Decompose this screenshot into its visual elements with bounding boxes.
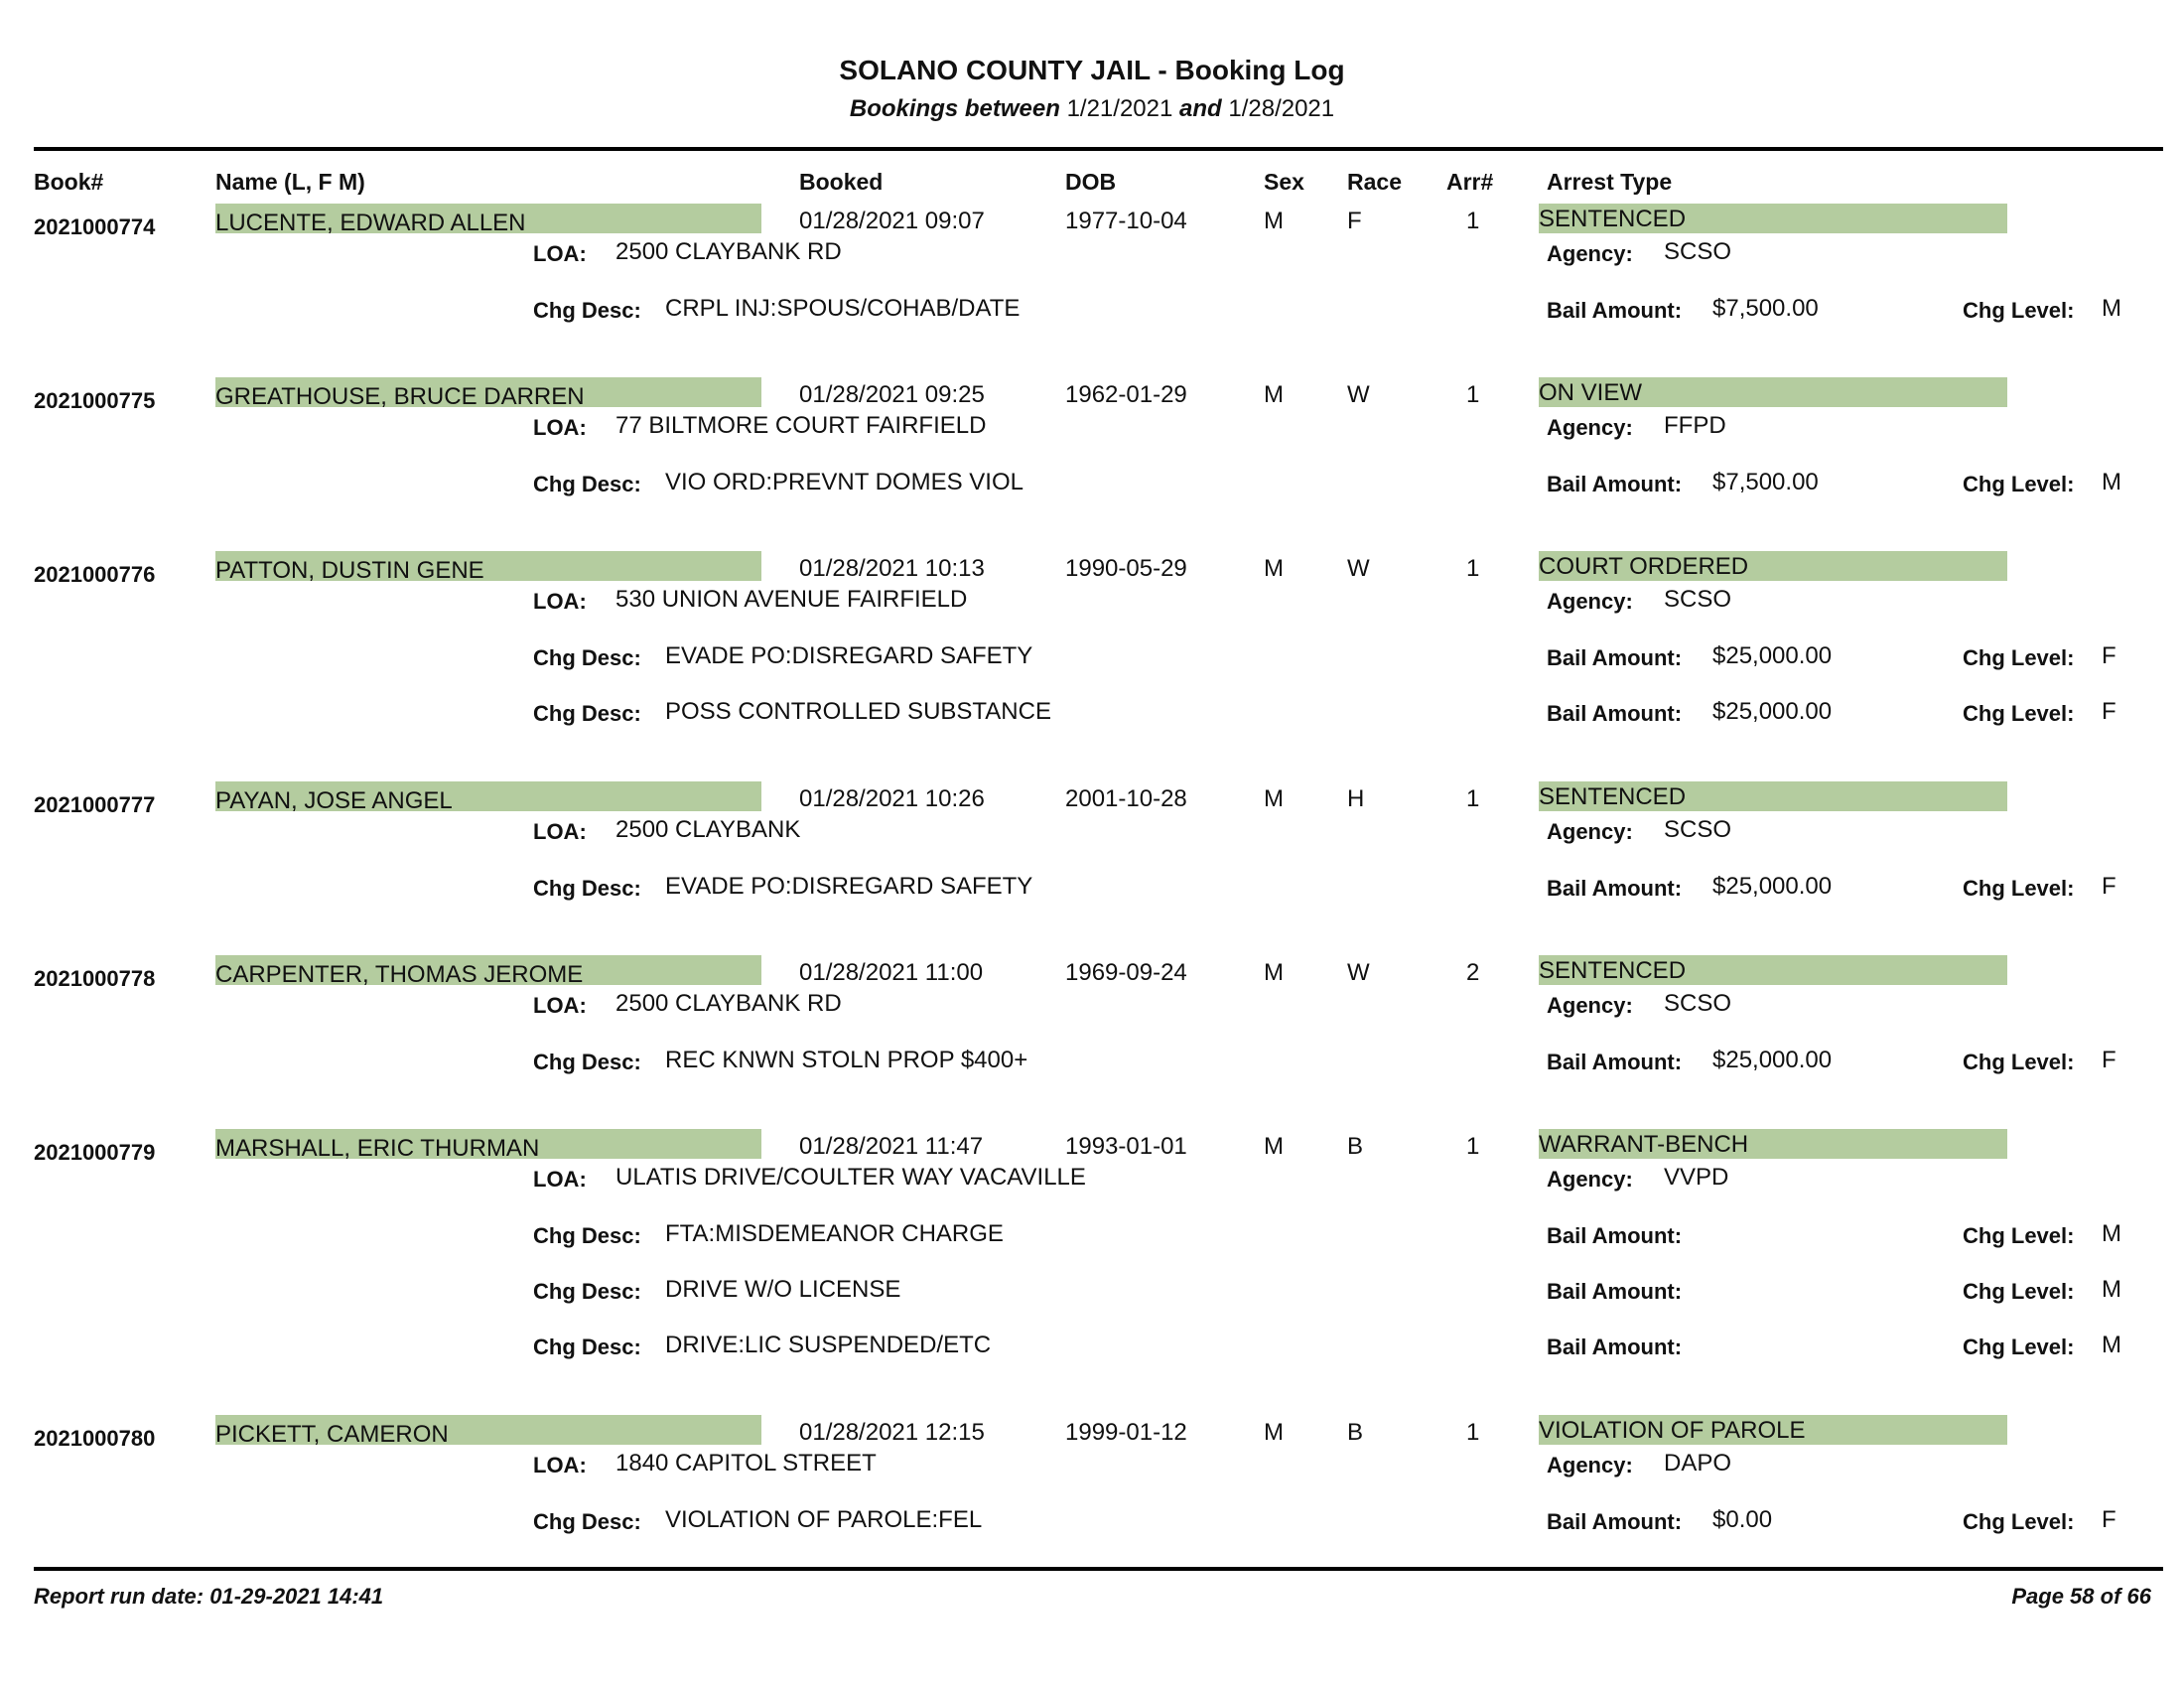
chg-desc-value: FTA:MISDEMEANOR CHARGE xyxy=(665,1220,1004,1247)
sex: M xyxy=(1264,208,1284,234)
sex: M xyxy=(1264,381,1284,408)
chg-desc-value: EVADE PO:DISREGARD SAFETY xyxy=(665,642,1033,669)
chg-level-label: Chg Level: xyxy=(1963,876,2075,901)
agency-label: Agency: xyxy=(1547,1453,1633,1477)
chg-level-label: Chg Level: xyxy=(1963,701,2075,726)
chg-level-value: M xyxy=(2102,1332,2121,1358)
bail-amount-label: Bail Amount: xyxy=(1547,876,1683,901)
arrest-type: ON VIEW xyxy=(1539,379,1643,406)
col-header-arr: Arr# xyxy=(1446,169,1494,195)
agency-value: SCSO xyxy=(1664,586,1732,613)
book-number: 2021000775 xyxy=(34,388,156,413)
chg-desc-label: Chg Desc: xyxy=(533,472,641,496)
chg-level-value: F xyxy=(2102,873,2116,900)
report-subtitle xyxy=(0,95,2184,123)
dob: 2001-10-28 xyxy=(1065,785,1187,812)
booked-datetime: 01/28/2021 09:07 xyxy=(799,208,985,234)
booked-datetime: 01/28/2021 10:26 xyxy=(799,785,985,812)
bail-amount-value: $25,000.00 xyxy=(1712,1047,1833,1073)
chg-desc-label: Chg Desc: xyxy=(533,1050,641,1074)
bail-amount-value: $25,000.00 xyxy=(1712,642,1833,669)
booked-datetime: 01/28/2021 11:47 xyxy=(799,1133,984,1160)
bail-amount-label: Bail Amount: xyxy=(1547,645,1683,670)
bail-amount-value: $25,000.00 xyxy=(1712,698,1833,725)
dob: 1999-01-12 xyxy=(1065,1419,1187,1446)
agency-label: Agency: xyxy=(1547,993,1633,1018)
loa-label: LOA: xyxy=(533,589,587,614)
inmate-name: MARSHALL, ERIC THURMAN xyxy=(215,1135,540,1162)
agency-value: DAPO xyxy=(1664,1450,1732,1477)
bail-amount-label: Bail Amount: xyxy=(1547,1050,1683,1074)
race: B xyxy=(1347,1419,1364,1446)
col-header-dob: DOB xyxy=(1065,169,1117,195)
sex: M xyxy=(1264,959,1284,986)
subtitle-and: and xyxy=(1179,95,1222,122)
arrest-type: SENTENCED xyxy=(1539,957,1687,984)
book-number: 2021000780 xyxy=(34,1426,156,1451)
chg-desc-value: EVADE PO:DISREGARD SAFETY xyxy=(665,873,1033,900)
bail-amount-value: $0.00 xyxy=(1712,1506,1773,1533)
report-title: SOLANO COUNTY JAIL - Booking Log xyxy=(839,55,1345,85)
loa-label: LOA: xyxy=(533,415,587,440)
race: W xyxy=(1347,959,1370,986)
bail-amount-label: Bail Amount: xyxy=(1547,472,1683,496)
col-header-name: Name (L, F M) xyxy=(215,169,365,195)
chg-level-label: Chg Level: xyxy=(1963,1335,2075,1359)
loa-value: 530 UNION AVENUE FAIRFIELD xyxy=(615,586,968,613)
booked-datetime: 01/28/2021 10:13 xyxy=(799,555,985,582)
bail-amount-label: Bail Amount: xyxy=(1547,1509,1683,1534)
bail-amount-value: $7,500.00 xyxy=(1712,295,1819,322)
agency-label: Agency: xyxy=(1547,589,1633,614)
book-number: 2021000776 xyxy=(34,562,156,587)
loa-value: 77 BILTMORE COURT FAIRFIELD xyxy=(615,412,987,439)
chg-level-label: Chg Level: xyxy=(1963,472,2075,496)
loa-value: 1840 CAPITOL STREET xyxy=(615,1450,877,1477)
sex: M xyxy=(1264,1133,1284,1160)
arrest-count: 2 xyxy=(1466,959,1480,986)
loa-value: ULATIS DRIVE/COULTER WAY VACAVILLE xyxy=(615,1164,1086,1191)
agency-value: FFPD xyxy=(1664,412,1726,439)
inmate-name: LUCENTE, EDWARD ALLEN xyxy=(215,210,526,236)
chg-level-label: Chg Level: xyxy=(1963,1279,2075,1304)
agency-label: Agency: xyxy=(1547,241,1633,266)
race: B xyxy=(1347,1133,1364,1160)
chg-level-value: M xyxy=(2102,295,2121,322)
chg-desc-label: Chg Desc: xyxy=(533,701,641,726)
chg-level-value: F xyxy=(2102,698,2116,725)
arrest-type: SENTENCED xyxy=(1539,206,1687,232)
arrest-count: 1 xyxy=(1466,381,1480,408)
col-header-book: Book# xyxy=(34,169,104,195)
loa-label: LOA: xyxy=(533,819,587,844)
chg-desc-value: DRIVE W/O LICENSE xyxy=(665,1276,901,1303)
end-date: 1/28/2021 xyxy=(1228,95,1335,122)
start-date: 1/21/2021 xyxy=(1066,95,1173,122)
loa-value: 2500 CLAYBANK xyxy=(615,816,801,843)
race: W xyxy=(1347,381,1370,408)
arrest-count: 1 xyxy=(1466,555,1480,582)
sex: M xyxy=(1264,785,1284,812)
booked-datetime: 01/28/2021 12:15 xyxy=(799,1419,985,1446)
chg-desc-label: Chg Desc: xyxy=(533,1279,641,1304)
arrest-count: 1 xyxy=(1466,1133,1480,1160)
bail-amount-label: Bail Amount: xyxy=(1547,701,1683,726)
chg-desc-label: Chg Desc: xyxy=(533,645,641,670)
bail-amount-value: $25,000.00 xyxy=(1712,873,1833,900)
chg-desc-label: Chg Desc: xyxy=(533,1223,641,1248)
chg-desc-value: REC KNWN STOLN PROP $400+ xyxy=(665,1047,1028,1073)
chg-level-label: Chg Level: xyxy=(1963,1223,2075,1248)
chg-desc-label: Chg Desc: xyxy=(533,876,641,901)
arrest-count: 1 xyxy=(1466,1419,1480,1446)
chg-desc-value: VIO ORD:PREVNT DOMES VIOL xyxy=(665,469,1024,495)
arrest-count: 1 xyxy=(1466,785,1480,812)
dob: 1977-10-04 xyxy=(1065,208,1187,234)
chg-desc-label: Chg Desc: xyxy=(533,1335,641,1359)
loa-label: LOA: xyxy=(533,241,587,266)
dob: 1969-09-24 xyxy=(1065,959,1187,986)
agency-label: Agency: xyxy=(1547,819,1633,844)
col-header-booked: Booked xyxy=(799,169,884,195)
inmate-name: PAYAN, JOSE ANGEL xyxy=(215,787,453,814)
col-header-sex: Sex xyxy=(1264,169,1304,195)
agency-value: VVPD xyxy=(1664,1164,1729,1191)
arrest-count: 1 xyxy=(1466,208,1480,234)
agency-label: Agency: xyxy=(1547,1167,1633,1192)
booked-datetime: 01/28/2021 11:00 xyxy=(799,959,984,986)
loa-label: LOA: xyxy=(533,1453,587,1477)
chg-desc-label: Chg Desc: xyxy=(533,298,641,323)
booked-datetime: 01/28/2021 09:25 xyxy=(799,381,985,408)
col-header-race: Race xyxy=(1347,169,1402,195)
bail-amount-label: Bail Amount: xyxy=(1547,298,1683,323)
arrest-type: VIOLATION OF PAROLE xyxy=(1539,1417,1806,1444)
agency-value: SCSO xyxy=(1664,990,1732,1017)
inmate-name: PATTON, DUSTIN GENE xyxy=(215,557,484,584)
race: W xyxy=(1347,555,1370,582)
dob: 1993-01-01 xyxy=(1065,1133,1187,1160)
race: H xyxy=(1347,785,1365,812)
book-number: 2021000779 xyxy=(34,1140,156,1165)
page-number: Page 58 of 66 xyxy=(2011,1584,2151,1609)
sex: M xyxy=(1264,1419,1284,1446)
book-number: 2021000777 xyxy=(34,792,156,817)
chg-level-value: M xyxy=(2102,1276,2121,1303)
chg-level-value: M xyxy=(2102,1220,2121,1247)
agency-value: SCSO xyxy=(1664,238,1732,265)
chg-desc-label: Chg Desc: xyxy=(533,1509,641,1534)
chg-level-label: Chg Level: xyxy=(1963,1050,2075,1074)
dob: 1962-01-29 xyxy=(1065,381,1187,408)
book-number: 2021000774 xyxy=(34,214,156,239)
inmate-name: GREATHOUSE, BRUCE DARREN xyxy=(215,383,585,410)
sex: M xyxy=(1264,555,1284,582)
inmate-name: CARPENTER, THOMAS JEROME xyxy=(215,961,584,988)
loa-value: 2500 CLAYBANK RD xyxy=(615,990,842,1017)
bail-amount-label: Bail Amount: xyxy=(1547,1223,1683,1248)
chg-desc-value: VIOLATION OF PAROLE:FEL xyxy=(665,1506,983,1533)
arrest-type: COURT ORDERED xyxy=(1539,553,1749,580)
dob: 1990-05-29 xyxy=(1065,555,1187,582)
arrest-type: SENTENCED xyxy=(1539,783,1687,810)
agency-value: SCSO xyxy=(1664,816,1732,843)
book-number: 2021000778 xyxy=(34,966,156,991)
chg-desc-value: CRPL INJ:SPOUS/COHAB/DATE xyxy=(665,295,1021,322)
chg-level-value: F xyxy=(2102,1506,2116,1533)
footer-rule xyxy=(34,1567,2163,1571)
chg-desc-value: POSS CONTROLLED SUBSTANCE xyxy=(665,698,1051,725)
chg-desc-value: DRIVE:LIC SUSPENDED/ETC xyxy=(665,1332,992,1358)
bail-amount-label: Bail Amount: xyxy=(1547,1335,1683,1359)
bail-amount-label: Bail Amount: xyxy=(1547,1279,1683,1304)
header-rule xyxy=(34,147,2163,151)
inmate-name: PICKETT, CAMERON xyxy=(215,1421,449,1448)
loa-label: LOA: xyxy=(533,993,587,1018)
subtitle-prefix: Bookings between xyxy=(849,95,1060,122)
col-header-arrest-type: Arrest Type xyxy=(1547,169,1673,195)
chg-level-label: Chg Level: xyxy=(1963,645,2075,670)
chg-level-value: F xyxy=(2102,642,2116,669)
race: F xyxy=(1347,208,1362,234)
bail-amount-value: $7,500.00 xyxy=(1712,469,1819,495)
report-run-date: Report run date: 01-29-2021 14:41 xyxy=(34,1584,384,1609)
agency-label: Agency: xyxy=(1547,415,1633,440)
loa-value: 2500 CLAYBANK RD xyxy=(615,238,842,265)
chg-level-value: F xyxy=(2102,1047,2116,1073)
chg-level-label: Chg Level: xyxy=(1963,1509,2075,1534)
loa-label: LOA: xyxy=(533,1167,587,1192)
chg-level-value: M xyxy=(2102,469,2121,495)
chg-level-label: Chg Level: xyxy=(1963,298,2075,323)
arrest-type: WARRANT-BENCH xyxy=(1539,1131,1749,1158)
